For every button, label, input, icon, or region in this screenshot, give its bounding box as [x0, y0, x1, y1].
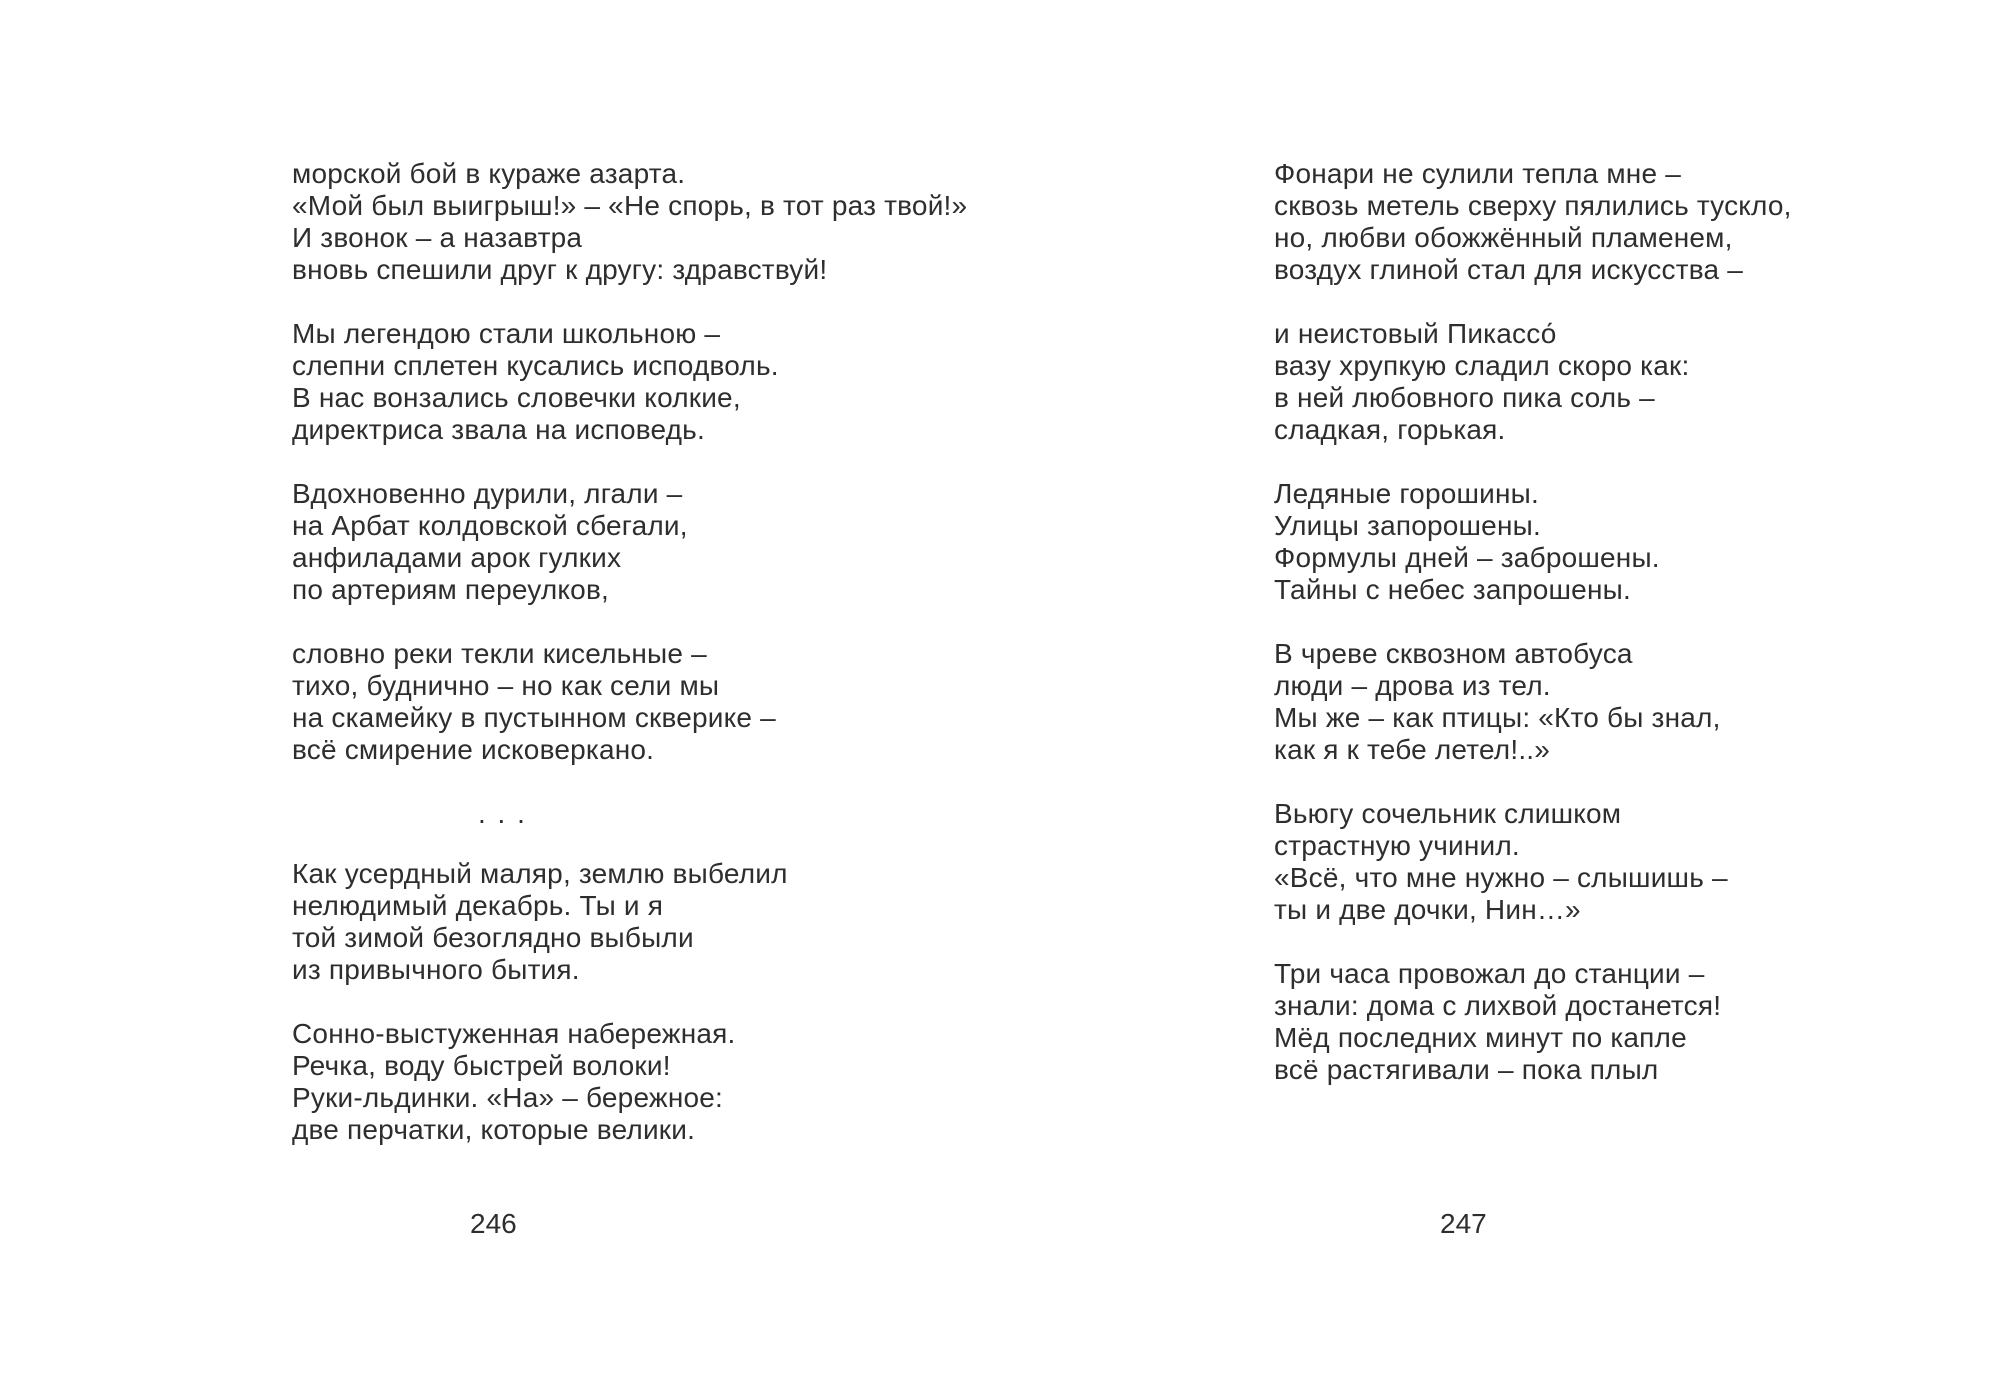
poem-line: всё смирение исковеркано.: [292, 734, 655, 765]
poem-line: и неистовый Пикассо́: [1274, 318, 1557, 349]
poem-line: но, любви обожжённый пламенем,: [1274, 222, 1733, 253]
poem-line: Сонно-выстуженная набережная.: [292, 1018, 736, 1049]
poem-column-right: [1274, 158, 1792, 1086]
poem-line: Мёд последних минут по капле: [1274, 1022, 1687, 1053]
stanza: [292, 478, 967, 606]
page-number-left: 246: [470, 1208, 517, 1239]
poem-line: Три часа провожал до станции –: [1274, 958, 1705, 989]
page-number-right: 247: [1440, 1208, 1487, 1239]
page-247: [1004, 0, 2009, 1386]
page-246: [0, 0, 1004, 1386]
stanza: [1274, 638, 1792, 766]
poem-line: Ледяные горошины.: [1274, 478, 1539, 509]
poem-line: В нас вонзались словечки колкие,: [292, 382, 741, 413]
poem-line: в ней любовного пика соль –: [1274, 382, 1655, 413]
poem-line: сладкая, горькая.: [1274, 414, 1506, 445]
stanza: [1274, 158, 1792, 286]
poem-line: директриса звала на исповедь.: [292, 414, 705, 445]
poem-line: люди – дрова из тел.: [1274, 670, 1551, 701]
poem-line: воздух глиной стал для искусства –: [1274, 254, 1744, 285]
poem-line: И звонок – а назавтра: [292, 222, 583, 253]
poem-line: на скамейку в пустынном скверике –: [292, 702, 776, 733]
poem-line: Мы же – как птицы: «Кто бы знал,: [1274, 702, 1721, 733]
poem-line: нелюдимый декабрь. Ты и я: [292, 890, 664, 921]
poem-column-left: [292, 158, 967, 1146]
poem-line: словно реки текли кисельные –: [292, 638, 707, 669]
poem-line: на Арбат колдовской сбегали,: [292, 510, 688, 541]
poem-line: из привычного бытия.: [292, 954, 580, 985]
poem-line: Руки-льдинки. «На» – бережное:: [292, 1082, 724, 1113]
poem-line: Формулы дней – заброшены.: [1274, 542, 1660, 573]
stanza: [1274, 478, 1792, 606]
poem-line: В чреве сквозном автобуса: [1274, 638, 1633, 669]
poem-line: тихо, буднично – но как сели мы: [292, 670, 720, 701]
stanza: [292, 1018, 967, 1146]
stanza: [292, 318, 967, 446]
poem-line: Фонари не сулили тепла мне –: [1274, 158, 1681, 189]
stanza-separator-dots: . . .: [478, 798, 527, 829]
poem-line: Мы легендою стали школьною –: [292, 318, 721, 349]
poem-line: ты и две дочки, Нин…»: [1274, 894, 1581, 925]
poem-line: вновь спешили друг к другу: здравствуй!: [292, 254, 828, 285]
poem-line: анфиладами арок гулких: [292, 542, 622, 573]
poem-line: знали: дома с лихвой достанется!: [1274, 990, 1722, 1021]
poem-line: той зимой безоглядно выбыли: [292, 922, 694, 953]
stanza: [1274, 958, 1792, 1086]
poem-line: сквозь метель сверху пялились тускло,: [1274, 190, 1792, 221]
poem-line: «Всё, что мне нужно – слышишь –: [1274, 862, 1728, 893]
poem-line: по артериям переулков,: [292, 574, 610, 605]
stanza: [292, 858, 967, 986]
stanza: [292, 158, 967, 286]
poem-line: страстную учинил.: [1274, 830, 1520, 861]
poem-line: слепни сплетен кусались исподволь.: [292, 350, 779, 381]
poem-line: Как усердный маляр, землю выбелил: [292, 858, 788, 889]
poem-line: «Мой был выигрыш!» – «Не спорь, в тот раз твой!»: [292, 190, 968, 221]
poem-line: вазу хрупкую сладил скоро как:: [1274, 350, 1690, 381]
stanza: [292, 638, 967, 766]
poem-line: Вьюгу сочельник слишком: [1274, 798, 1622, 829]
poem-line: Тайны с небес запрошены.: [1274, 574, 1631, 605]
poem-line: как я к тебе летел!..»: [1274, 734, 1551, 765]
poem-line: морской бой в кураже азарта.: [292, 158, 686, 189]
poem-line: всё растягивали – пока плыл: [1274, 1054, 1659, 1085]
poem-line: две перчатки, которые велики.: [292, 1114, 696, 1145]
stanza: [1274, 318, 1792, 446]
poem-line: Вдохновенно дурили, лгали –: [292, 478, 683, 509]
stanza: [1274, 798, 1792, 926]
poem-line: Улицы запорошены.: [1274, 510, 1541, 541]
poem-line: Речка, воду быстрей волоки!: [292, 1050, 671, 1081]
